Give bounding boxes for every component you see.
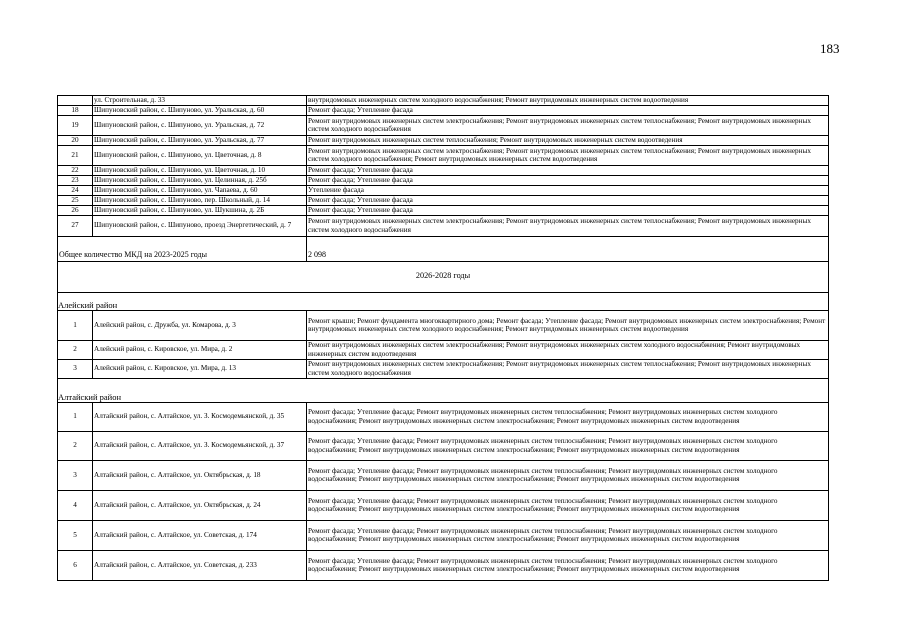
- table-row: [58, 310, 829, 340]
- page-number: 183: [820, 41, 840, 56]
- row-address: Алейский район, с. Дружба, ул. Комарова, д. 3: [93, 310, 307, 340]
- row-number: 24: [58, 185, 93, 195]
- row-works: Ремонт внутридомовых инженерных систем электроснабжения; Ремонт внутридомовых инженерных систем холодного водоснабжения; Ремонт внутридомовых инженерных систем водоотведения: [307, 340, 829, 359]
- row-works: Ремонт фасада; Утепление фасада: [307, 175, 829, 185]
- row-works: Ремонт фасада; Утепление фасада; Ремонт внутридомовых инженерных систем теплоснабжения; Ремонт внутридомовых инженерных систем холодного водоснабжения; Ремонт внутридомовых инженерных систем электроснабжения; Ремонт внутридомовых инженерных систем водоотведения: [307, 460, 829, 490]
- row-works: Ремонт фасада; Утепление фасада; Ремонт внутридомовых инженерных систем теплоснабжения; Ремонт внутридомовых инженерных систем холодного водоснабжения; Ремонт внутридомовых инженерных систем электроснабжения; Ремонт внутридомовых инженерных систем водоотведения: [307, 402, 829, 431]
- row-works: внутридомовых инженерных систем холодного водоснабжения; Ремонт внутридомовых инженерных систем водоотведения: [307, 96, 829, 106]
- row-address: Алтайский район, с. Алтайское, ул. З. Космодемьянской, д. 37: [93, 431, 307, 460]
- row-address: Алейский район, с. Кировское, ул. Мира, д. 2: [93, 340, 307, 359]
- row-works: Ремонт фасада; Утепление фасада: [307, 195, 829, 205]
- row-number: 25: [58, 195, 93, 205]
- table-row: [58, 402, 829, 431]
- district-heading-row: [58, 292, 829, 310]
- row-number: 19: [58, 115, 93, 135]
- table-row: [58, 359, 829, 378]
- table-row: [58, 96, 829, 106]
- table-row: [58, 165, 829, 175]
- row-number: 22: [58, 165, 93, 175]
- table-row: [58, 520, 829, 550]
- row-number: 26: [58, 205, 93, 215]
- summary-value: 2 098: [307, 236, 829, 261]
- summary-label: Общее количество МКД на 2023-2025 годы: [58, 236, 307, 261]
- table-row: [58, 145, 829, 165]
- district-heading: Алейский район: [58, 292, 829, 310]
- row-address: Шипуновский район, с. Шипуново, пер. Школьный, д. 14: [93, 195, 307, 205]
- mkd-program-table: [57, 95, 829, 581]
- row-address: Алтайский район, с. Алтайское, ул. Советская, д. 233: [93, 550, 307, 580]
- row-address: Алейский район, с. Кировское, ул. Мира, д. 13: [93, 359, 307, 378]
- row-address: Алтайский район, с. Алтайское, ул. Октябрьская, д. 18: [93, 460, 307, 490]
- row-works: Утепление фасада: [307, 185, 829, 195]
- row-address: Шипуновский район, с. Шипуново, ул. Чапаева, д. 60: [93, 185, 307, 195]
- row-number: 1: [58, 310, 93, 340]
- row-number: 18: [58, 105, 93, 115]
- row-address: Шипуновский район, с. Шипуново, ул. Цветочная, д. 8: [93, 145, 307, 165]
- row-number: 5: [58, 520, 93, 550]
- table-row: [58, 135, 829, 145]
- row-works: Ремонт фасада; Утепление фасада; Ремонт внутридомовых инженерных систем теплоснабжения; Ремонт внутридомовых инженерных систем холодного водоснабжения; Ремонт внутридомовых инженерных систем электроснабжения; Ремонт внутридомовых инженерных систем водоотведения: [307, 431, 829, 460]
- table-row: [58, 550, 829, 580]
- row-address: Шипуновский район, с. Шипуново, ул. Шукшина, д. 2Б: [93, 205, 307, 215]
- district-heading-row: [58, 378, 829, 402]
- row-works: Ремонт фасада; Утепление фасада; Ремонт внутридомовых инженерных систем теплоснабжения; Ремонт внутридомовых инженерных систем холодного водоснабжения; Ремонт внутридомовых инженерных систем электроснабжения; Ремонт внутридомовых инженерных систем водоотведения: [307, 490, 829, 520]
- row-number: 3: [58, 359, 93, 378]
- district-heading: Алтайский район: [58, 378, 829, 402]
- table-row: [58, 185, 829, 195]
- row-number: 4: [58, 490, 93, 520]
- row-number: 2: [58, 431, 93, 460]
- row-address: Алтайский район, с. Алтайское, ул. Советская, д. 174: [93, 520, 307, 550]
- row-address: Шипуновский район, с. Шипуново, проезд Энергетический, д. 7: [93, 215, 307, 236]
- row-number: 21: [58, 145, 93, 165]
- table-row: [58, 460, 829, 490]
- table-row: [58, 195, 829, 205]
- row-works: Ремонт фасада; Утепление фасада: [307, 105, 829, 115]
- table-row: [58, 105, 829, 115]
- row-address: Шипуновский район, с. Шипуново, ул. Цветочная, д. 10: [93, 165, 307, 175]
- table-row: [58, 215, 829, 236]
- row-address: Шипуновский район, с. Шипуново, ул. Уральская, д. 72: [93, 115, 307, 135]
- row-works: Ремонт внутридомовых инженерных систем электроснабжения; Ремонт внутридомовых инженерных систем теплоснабжения; Ремонт внутридомовых инженерных систем холодного водоснабжения: [307, 215, 829, 236]
- table-row: [58, 115, 829, 135]
- row-address: ул. Строительная, д. 33: [93, 96, 307, 106]
- row-works: Ремонт внутридомовых инженерных систем электроснабжения; Ремонт внутридомовых инженерных систем теплоснабжения; Ремонт внутридомовых инженерных систем холодного водоснабжения: [307, 359, 829, 378]
- row-works: Ремонт фасада; Утепление фасада: [307, 205, 829, 215]
- period-heading-row: [58, 261, 829, 292]
- row-works: Ремонт внутридомовых инженерных систем электроснабжения; Ремонт внутридомовых инженерных систем теплоснабжения; Ремонт внутридомовых инженерных систем холодного водоснабжения; Ремонт внутридомовых инженерных систем водоотведения: [307, 145, 829, 165]
- summary-row: [58, 236, 829, 261]
- table-row: [58, 340, 829, 359]
- row-works: Ремонт внутридомовых инженерных систем теплоснабжения; Ремонт внутридомовых инженерных систем водоотведения: [307, 135, 829, 145]
- row-address: Алтайский район, с. Алтайское, ул. Октябрьская, д. 24: [93, 490, 307, 520]
- row-number: 3: [58, 460, 93, 490]
- row-number: 23: [58, 175, 93, 185]
- row-address: Алтайский район, с. Алтайское, ул. З. Космодемьянской, д. 35: [93, 402, 307, 431]
- row-number: [58, 96, 93, 106]
- table-row: [58, 175, 829, 185]
- table-row: [58, 431, 829, 460]
- row-address: Шипуновский район, с. Шипуново, ул. Целинная, д. 25б: [93, 175, 307, 185]
- row-number: 27: [58, 215, 93, 236]
- row-number: 1: [58, 402, 93, 431]
- table-row: [58, 490, 829, 520]
- row-works: Ремонт фасада; Утепление фасада: [307, 165, 829, 175]
- row-address: Шипуновский район, с. Шипуново, ул. Уральская, д. 60: [93, 105, 307, 115]
- period-heading: 2026-2028 годы: [58, 261, 829, 292]
- row-address: Шипуновский район, с. Шипуново, ул. Уральская, д. 77: [93, 135, 307, 145]
- row-works: Ремонт внутридомовых инженерных систем электроснабжения; Ремонт внутридомовых инженерных систем теплоснабжения; Ремонт внутридомовых инженерных систем холодного водоснабжения: [307, 115, 829, 135]
- row-works: Ремонт фасада; Утепление фасада; Ремонт внутридомовых инженерных систем теплоснабжения; Ремонт внутридомовых инженерных систем холодного водоснабжения; Ремонт внутридомовых инженерных систем электроснабжения; Ремонт внутридомовых инженерных систем водоотведения: [307, 520, 829, 550]
- row-number: 2: [58, 340, 93, 359]
- row-works: Ремонт крыши; Ремонт фундамента многоквартирного дома; Ремонт фасада; Утепление фасада; Ремонт внутридомовых инженерных систем электроснабжения; Ремонт внутридомовых инженерных систем холодного водоснабжения; Ремонт внутридомовых инженерных систем водоотведения: [307, 310, 829, 340]
- row-number: 6: [58, 550, 93, 580]
- row-works: Ремонт фасада; Утепление фасада; Ремонт внутридомовых инженерных систем теплоснабжения; Ремонт внутридомовых инженерных систем холодного водоснабжения; Ремонт внутридомовых инженерных систем электроснабжения; Ремонт внутридомовых инженерных систем водоотведения: [307, 550, 829, 580]
- table-row: [58, 205, 829, 215]
- row-number: 20: [58, 135, 93, 145]
